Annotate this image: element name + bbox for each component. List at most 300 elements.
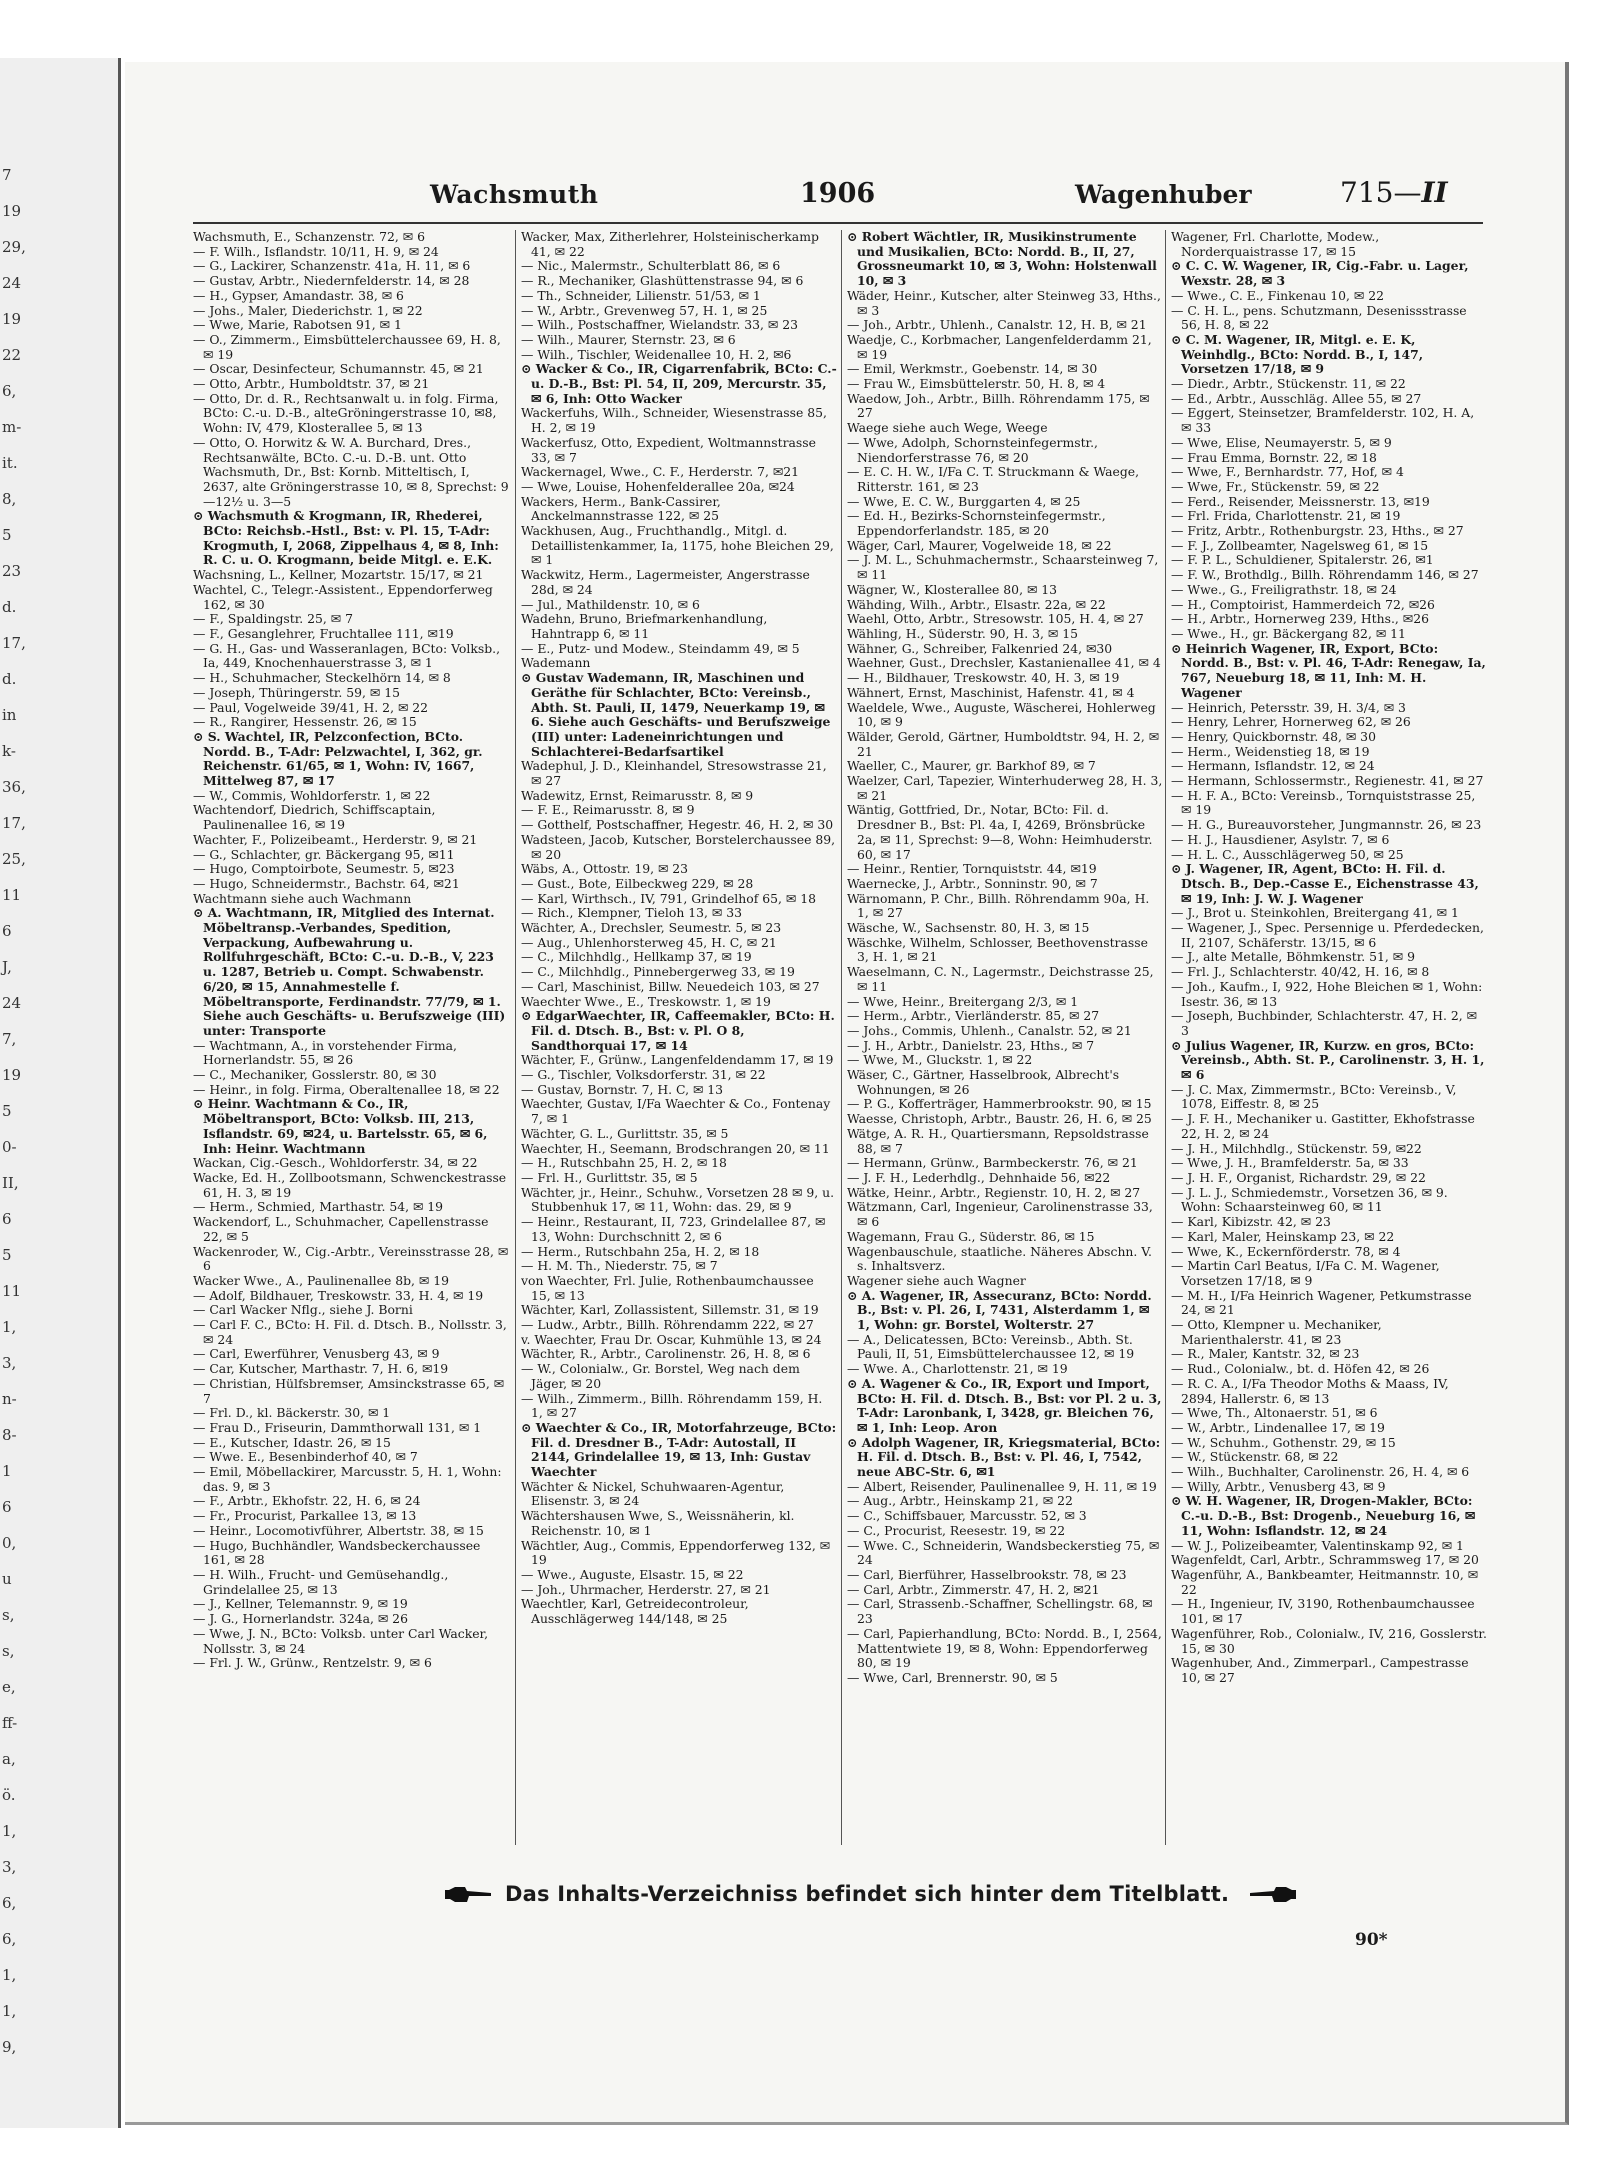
directory-entry: — Frl. J. W., Grünw., Rentzelstr. 9, ✉ 6 xyxy=(193,1655,432,1671)
directory-entry: Wärnomann, P. Chr., Billh. Röhrendamm 90a, H. 1, ✉ 27 xyxy=(847,890,1150,921)
directory-entry: Waechter, H., Seemann, Brodschrangen 20, ✉ 11 xyxy=(521,1140,830,1156)
directory-entry: ⊙ Heinrich Wagener, IR, Export, BCto: Nordd. B., Bst: v. Pl. 46, T-Adr: Renegaw, Ia, 767, Neueburg 18, ✉ 11, Inh: M. H. Wagener xyxy=(1171,640,1486,700)
directory-entry: ⊙ Julius Wagener, IR, Kurzw. en gros, BCto: Vereinsb., Abth. St. P., Carolinenstr. 3, H. 1, ✉ 6 xyxy=(1171,1037,1485,1083)
directory-entry: — W., Arbtr., Grevenweg 57, H. 1, ✉ 25 xyxy=(521,302,768,318)
edge-fragment: 5 xyxy=(2,1102,12,1120)
directory-entry: Wagemann, Frau G., Süderstr. 86, ✉ 15 xyxy=(847,1228,1095,1244)
pointing-hand-icon xyxy=(445,1884,491,1904)
directory-entry: — Otto, Arbtr., Humboldtstr. 37, ✉ 21 xyxy=(193,376,430,392)
directory-entry: — Nic., Malermstr., Schulterblatt 86, ✉ 6 xyxy=(521,258,781,274)
directory-entry: Wachtel, C., Telegr.-Assistent., Eppendorferweg 162, ✉ 30 xyxy=(193,581,493,612)
directory-entry: — Carl, Maschinist, Billw. Neuedeich 103, ✉ 27 xyxy=(521,978,820,994)
directory-entry: — W., Commis, Wohldorferstr. 1, ✉ 22 xyxy=(193,787,431,803)
directory-entry: — Willy, Arbtr., Venusberg 43, ✉ 9 xyxy=(1171,1478,1386,1494)
directory-entry: — Wwe., G., Freiligrathstr. 18, ✉ 24 xyxy=(1171,581,1397,597)
edge-fragment: 0- xyxy=(2,1138,17,1156)
directory-entry: — Wwe, Fr., Stückenstr. 59, ✉ 22 xyxy=(1171,478,1380,494)
directory-entry: Wacke, Ed. H., Zollbootsmann, Schwenckestrasse 61, H. 3, ✉ 19 xyxy=(193,1170,507,1200)
edge-fragment: 3, xyxy=(2,1354,17,1372)
edge-fragment: 11 xyxy=(2,886,22,904)
column-divider xyxy=(841,230,842,1845)
directory-entry: — Frl. J., Schlachterstr. 40/42, H. 16, ✉ 8 xyxy=(1171,964,1430,980)
directory-entry: — J. H., Milchhdlg., Stückenstr. 59, ✉22 xyxy=(1171,1140,1422,1156)
directory-entry: Wächter & Nickel, Schuhwaaren-Agentur, Elisenstr. 3, ✉ 24 xyxy=(521,1478,785,1509)
directory-entry: — Carl, Bierführer, Hasselbrookstr. 78, ✉ 23 xyxy=(847,1566,1127,1582)
directory-entry: — Christian, Hülfsbremser, Amsinckstrasse 65, ✉ 7 xyxy=(193,1375,505,1406)
directory-entry: — Joh., Kaufm., I, 922, Hohe Bleichen ✉ 1, Wohn: Isestr. 36, ✉ 13 xyxy=(1171,978,1483,1009)
directory-entry: — Herm., Arbtr., Vierländerstr. 85, ✉ 27 xyxy=(847,1008,1100,1024)
directory-entry: — Otto, O. Horwitz & W. A. Burchard, Dres., Rechtsanwälte, BCto. C.-u. D.-B. unt. Otto Wachsmuth, Dr., Bst: Kornb. Mitteltisch, I, 2637, alte Gröningerstrasse 10, ✉ 8, Sprechst: 9—12½ u. 3—5 xyxy=(193,434,509,509)
edge-fragment: u xyxy=(2,1570,12,1588)
edge-fragment: n- xyxy=(2,1390,17,1408)
directory-entry: — Wilh., Postschaffner, Wielandstr. 33, ✉ 23 xyxy=(521,317,799,333)
directory-entry: Wackendorf, L., Schuhmacher, Capellenstrasse 22, ✉ 5 xyxy=(193,1214,489,1244)
directory-entry: — Frl. Frida, Charlottenstr. 21, ✉ 19 xyxy=(1171,508,1401,524)
edge-fragment: 8, xyxy=(2,490,17,508)
directory-entry: v. Waechter, Frau Dr. Oscar, Kuhmühle 13, ✉ 24 xyxy=(521,1331,822,1347)
edge-fragment: 6, xyxy=(2,382,17,400)
directory-entry: — Ludw., Arbtr., Billh. Röhrendamm 222, ✉ 27 xyxy=(521,1317,814,1333)
directory-entry: — J., Brot u. Steinkohlen, Breitergang 41, ✉ 1 xyxy=(1171,905,1459,921)
directory-entry: Wackers, Herm., Bank-Cassirer, Anckelmannstrasse 122, ✉ 25 xyxy=(521,493,721,524)
directory-entry: — Wwe, Marie, Rabotsen 91, ✉ 1 xyxy=(193,317,402,333)
directory-entry: — W., Stückenstr. 68, ✉ 22 xyxy=(1171,1449,1339,1465)
directory-entry: — H. L. C., Ausschlägerweg 50, ✉ 25 xyxy=(1171,846,1404,862)
directory-entry: ⊙ W. H. Wagener, IR, Drogen-Makler, BCto: C.-u. D.-B., Bst: Drogenb., Neueburg 16, ✉11, Wohn: Isflandstr. 12, ✉ 24 xyxy=(1171,1493,1476,1538)
directory-entry: Wackan, Cig.-Gesch., Wohldorferstr. 34, ✉ 22 xyxy=(193,1155,478,1171)
directory-entry: — Ferd., Reisender, Meissnerstr. 13, ✉19 xyxy=(1171,493,1430,509)
edge-fragment: d. xyxy=(2,670,17,688)
column-3 xyxy=(847,230,1163,1845)
directory-entry: — Fritz, Arbtr., Rothenburgstr. 23, Hths., ✉ 27 xyxy=(1171,523,1464,539)
previous-page-edge xyxy=(0,58,121,2128)
edge-fragment: 19 xyxy=(2,202,22,220)
directory-entry: — J., Kellner, Telemannstr. 9, ✉ 19 xyxy=(193,1596,408,1612)
directory-entry: Wächtler, Aug., Commis, Eppendorferweg 132, ✉ 19 xyxy=(521,1537,831,1568)
directory-entry: Wähding, Wilh., Arbtr., Elsastr. 22a, ✉ 22 xyxy=(847,596,1106,612)
directory-entry: — Wwe, Th., Altonaerstr. 51, ✉ 6 xyxy=(1171,1405,1378,1421)
directory-entry: Wadephul, J. D., Kleinhandel, Stresowstrasse 21, ✉ 27 xyxy=(521,758,827,789)
directory-entry: — Emil, Möbellackirer, Marcusstr. 5, H. 1, Wohn: das. 9, ✉ 3 xyxy=(193,1464,502,1494)
edge-fragment: II, xyxy=(2,1174,19,1192)
directory-entry: Waege siehe auch Wege, Weege xyxy=(847,420,1048,436)
directory-entry: — Karl, Wirthsch., IV, 791, Grindelhof 65, ✉ 18 xyxy=(521,890,816,906)
edge-fragment: 8- xyxy=(2,1426,17,1444)
directory-entry: Waechter Wwe., E., Treskowstr. 1, ✉ 19 xyxy=(521,993,771,1009)
directory-entry: ⊙ EdgarWaechter, IR, Caffeemakler, BCto: H. Fil. d. Dtsch. B., Bst: v. Pl. O 8, Sandthorquai 17, ✉ 14 xyxy=(521,1008,835,1053)
directory-entry: — C., Milchhdlg., Hellkamp 37, ✉ 19 xyxy=(521,949,752,965)
directory-entry: Wächter, jr., Heinr., Schuhw., Vorsetzen 28 ✉ 9, u. Stubbenhuk 17, ✉ 11, Wohn: das. 29, ✉ 9 xyxy=(521,1184,835,1215)
directory-entry: — Wilh., Zimmerm., Billh. Röhrendamm 159, H. 1, ✉ 27 xyxy=(521,1390,823,1421)
edge-fragment: 5 xyxy=(2,526,12,544)
edge-fragment: 1, xyxy=(2,1822,17,1840)
directory-entry: — Johs., Commis, Uhlenh., Canalstr. 52, ✉ 21 xyxy=(847,1022,1132,1038)
directory-entry: — Wwe, F., Bernhardstr. 77, Hof, ✉ 4 xyxy=(1171,464,1404,480)
edge-fragment: 23 xyxy=(2,562,22,580)
directory-entry: — J. M. L., Schuhmachermstr., Schaarsteinweg 7, ✉ 11 xyxy=(847,552,1159,583)
directory-entry: — Carl F. C., BCto: H. Fil. d. Dtsch. B., Nollsstr. 3, ✉ 24 xyxy=(193,1317,507,1347)
directory-entry: — Gotthelf, Postschaffner, Hegestr. 46, H. 2, ✉ 30 xyxy=(521,817,834,833)
directory-entry: — Herm., Schmied, Marthastr. 54, ✉ 19 xyxy=(193,1199,444,1215)
directory-entry: — J., alte Metalle, Böhmkenstr. 51, ✉ 9 xyxy=(1171,949,1416,965)
directory-entry: Wacker, Max, Zitherlehrer, Holsteinischerkamp 41, ✉ 22 xyxy=(521,230,819,259)
directory-entry: — Wilh., Buchhalter, Carolinenstr. 26, H. 4, ✉ 6 xyxy=(1171,1464,1470,1480)
edge-fragment: 6, xyxy=(2,1930,17,1948)
directory-entry: Wächter, G. L., Gurlittstr. 35, ✉ 5 xyxy=(521,1125,729,1141)
directory-entry: — H. F. A., BCto: Vereinsb., Tornquiststrasse 25, ✉ 19 xyxy=(1171,787,1476,818)
directory-entry: Wachsmuth, E., Schanzenstr. 72, ✉ 6 xyxy=(193,230,425,244)
directory-entry: — W., Colonialw., Gr. Borstel, Weg nach dem Jäger, ✉ 20 xyxy=(521,1361,800,1391)
directory-entry: Wadehn, Bruno, Briefmarkenhandlung, Hahntrapp 6, ✉ 11 xyxy=(521,611,768,641)
directory-entry: Wadsteen, Jacob, Kutscher, Borstelerchaussee 89, ✉ 20 xyxy=(521,831,836,862)
directory-entry: — Wwe, K., Eckernförderstr. 78, ✉ 4 xyxy=(1171,1243,1401,1259)
directory-entry: — H. J., Hausdiener, Asylstr. 7, ✉ 6 xyxy=(1171,831,1390,847)
directory-entry: — Hermann, Grünw., Barmbeckerstr. 76, ✉ 21 xyxy=(847,1155,1138,1171)
directory-entry: — Johs., Maler, Diederichstr. 1, ✉ 22 xyxy=(193,302,423,318)
directory-entry: Wagenführer, Rob., Colonialw., IV, 216, Gosslerstr. 15, ✉ 30 xyxy=(1171,1625,1487,1656)
directory-entry: Wächter, R., Arbtr., Carolinenstr. 26, H. 8, ✉ 6 xyxy=(521,1346,811,1362)
directory-entry: Wagener siehe auch Wagner xyxy=(847,1272,1026,1288)
directory-entry: — O., Zimmerm., Eimsbüttelerchaussee 69, H. 8, ✉ 19 xyxy=(193,331,501,362)
column-1 xyxy=(193,230,509,1845)
directory-entry: Waeldele, Wwe., Auguste, Wäscherei, Hohlerweg 10, ✉ 9 xyxy=(847,699,1156,730)
directory-entry: ⊙ A. Wachtmann, IR, Mitglied des Internat. Möbeltransp.-Verbandes, Spedition, Verpackung, Aufbewahrung u. Rollfuhrgeschäft, BCto: C.-u. D.-B., V, 223 u. 1287, Betrieb u. Compt. Schwabenstr. 6/20, ✉ 15, Annahmestelle f. Möbeltransporte, Ferdinandstr. 77/79, ✉ 1. Siehe auch Geschäfts- u. Berufszweige (III) unter: Transporte xyxy=(193,905,506,1038)
directory-entry: — Carl Wacker Nflg., siehe J. Borni xyxy=(193,1302,413,1318)
edge-fragment: ö. xyxy=(2,1786,16,1804)
directory-entry: ⊙ Robert Wächtler, IR, Musikinstrumente und Musikalien, BCto: Nordd. B., II, 27, Grossneumarkt 10, ✉ 3, Wohn: Holstenwall 10, ✉ 3 xyxy=(847,230,1157,289)
directory-entry: Wagener, Frl. Charlotte, Modew., Norderquaistrasse 17, ✉ 15 xyxy=(1171,230,1380,259)
directory-entry: — W., Schuhm., Gothenstr. 29, ✉ 15 xyxy=(1171,1434,1396,1450)
directory-entry: ⊙ Waechter & Co., IR, Motorfahrzeuge, BCto: Fil. d. Dresdner B., T-Adr: Autostall, II 2144, Grindelallee 19, ✉ 13, Inh: Gustav Waechter xyxy=(521,1419,837,1480)
page-header xyxy=(125,172,1565,218)
directory-entry: — F., Gesanglehrer, Fruchtallee 111, ✉19 xyxy=(193,625,454,641)
directory-entry: — Wwe., C. E., Finkenau 10, ✉ 22 xyxy=(1171,287,1384,303)
directory-entry: Wätzmann, Carl, Ingenieur, Carolinenstrasse 33, ✉ 6 xyxy=(847,1199,1153,1230)
directory-entry: — F. W., Brothdlg., Billh. Röhrendamm 146, ✉ 27 xyxy=(1171,567,1479,583)
directory-entry: — Jul., Mathildenstr. 10, ✉ 6 xyxy=(521,596,700,612)
edge-fragment: d. xyxy=(2,598,17,616)
directory-entry: Wäschke, Wilhelm, Schlosser, Beethovenstrasse 3, H. 1, ✉ 21 xyxy=(847,934,1148,965)
directory-entry: — Frau W., Eimsbüttelerstr. 50, H. 8, ✉ 4 xyxy=(847,376,1106,392)
directory-entry: — Wwe. A., Charlottenstr. 21, ✉ 19 xyxy=(847,1361,1068,1377)
edge-fragment: 6 xyxy=(2,1498,12,1516)
directory-entry: — W., Arbtr., Lindenallee 17, ✉ 19 xyxy=(1171,1419,1385,1435)
directory-entry: Waedow, Joh., Arbtr., Billh. Röhrendamm 175, ✉ 27 xyxy=(847,390,1150,421)
directory-entry: — J. H. F., Organist, Richardstr. 29, ✉ 22 xyxy=(1171,1170,1426,1185)
directory-entry: — Wagener, J., Spec. Persennige u. Pferdedecken, II, 2107, Schäferstr. 13/15, ✉ 6 xyxy=(1171,920,1484,950)
directory-entry: — Adolf, Bildhauer, Treskowstr. 33, H. 4, ✉ 19 xyxy=(193,1287,484,1303)
directory-entry: — Rud., Colonialw., bt. d. Höfen 42, ✉ 26 xyxy=(1171,1361,1430,1377)
edge-fragment: it. xyxy=(2,454,18,472)
directory-entry: — Heinr., Rentier, Tornquiststr. 44, ✉19 xyxy=(847,861,1097,877)
directory-entry: — Joseph, Buchbinder, Schlachterstr. 47, H. 2, ✉ 3 xyxy=(1171,1008,1477,1038)
directory-entry: — Karl, Kibizstr. 42, ✉ 23 xyxy=(1171,1214,1331,1230)
directory-entry: — Paul, Vogelweide 39/41, H. 2, ✉ 22 xyxy=(193,699,429,715)
directory-entry: Waechter, Gustav, I/Fa Waechter & Co., Fontenay 7, ✉ 1 xyxy=(521,1096,831,1127)
directory-entry: Waehner, Gust., Drechsler, Kastanienallee 41, ✉ 4 xyxy=(847,655,1161,671)
directory-entry: — Frau Emma, Bornstr. 22, ✉ 18 xyxy=(1171,449,1377,465)
directory-entry: Wagenfeldt, Carl, Arbtr., Schrammsweg 17, ✉ 20 xyxy=(1171,1552,1479,1568)
directory-entry: — Frau D., Friseurin, Dammthorwall 131, ✉ 1 xyxy=(193,1419,482,1435)
directory-entry: — W. J., Polizeibeamter, Valentinskamp 92, ✉ 1 xyxy=(1171,1537,1464,1553)
edge-fragment: 11 xyxy=(2,1282,22,1300)
directory-entry: — Henry, Quickbornstr. 48, ✉ 30 xyxy=(1171,728,1376,744)
header-rule xyxy=(193,222,1483,224)
edge-fragment: 7, xyxy=(2,1030,17,1048)
directory-entry: — Th., Schneider, Lilienstr. 51/53, ✉ 1 xyxy=(521,287,761,303)
directory-entry: Waeselmann, C. N., Lagermstr., Deichstrasse 25, ✉ 11 xyxy=(847,964,1154,994)
directory-entry: — Gustav, Bornstr. 7, H. C, ✉ 13 xyxy=(521,1081,724,1097)
directory-entry: — Martin Carl Beatus, I/Fa C. M. Wagener, Vorsetzen 17/18, ✉ 9 xyxy=(1171,1258,1440,1288)
directory-entry: Wacker Wwe., A., Paulinenallee 8b, ✉ 19 xyxy=(193,1272,450,1288)
directory-entry: — Herm., Weidenstieg 18, ✉ 19 xyxy=(1171,743,1370,759)
directory-entry: — R., Maler, Kantstr. 32, ✉ 23 xyxy=(1171,1346,1360,1362)
directory-entry: — Heinr., in folg. Firma, Oberaltenallee 18, ✉ 22 xyxy=(193,1081,500,1097)
edge-fragment: 1 xyxy=(2,1462,12,1480)
directory-entry: — H. G., Bureauvorsteher, Jungmannstr. 26, ✉ 23 xyxy=(1171,817,1482,833)
directory-entry: — Wwe, E. C. W., Burggarten 4, ✉ 25 xyxy=(847,493,1081,509)
directory-entry: — J. F. H., Mechaniker u. Gastitter, Ekhofstrasse 22, H. 2, ✉ 24 xyxy=(1171,1111,1475,1141)
directory-entry: — Wwe. C., Schneiderin, Wandsbeckerstieg 75, ✉ 24 xyxy=(847,1537,1160,1568)
directory-entry: Waernecke, J., Arbtr., Sonninstr. 90, ✉ 7 xyxy=(847,875,1098,891)
directory-entry: — Eggert, Steinsetzer, Bramfelderstr. 102, H. A, ✉ 33 xyxy=(1171,405,1475,436)
directory-entry: ⊙ C. C. W. Wagener, IR, Cig.-Fabr. u. Lager, Wexstr. 28, ✉ 3 xyxy=(1171,258,1469,289)
directory-entry: — Rich., Klempner, Tieloh 13, ✉ 33 xyxy=(521,905,742,921)
directory-entry: Wackenroder, W., Cig.-Arbtr., Vereinsstrasse 28, ✉ 6 xyxy=(193,1243,509,1274)
header-page-number: 715—II xyxy=(1340,176,1448,209)
edge-fragment: in xyxy=(2,706,17,724)
directory-entry: — C., Milchhdlg., Pinnebergerweg 33, ✉ 19 xyxy=(521,964,795,980)
directory-entry: — Car, Kutscher, Marthastr. 7, H. 6, ✉19 xyxy=(193,1361,449,1377)
directory-entry: Wadewitz, Ernst, Reimarusstr. 8, ✉ 9 xyxy=(521,787,754,803)
directory-entry: Wätke, Heinr., Arbtr., Regienstr. 10, H. 2, ✉ 27 xyxy=(847,1184,1141,1200)
edge-fragment: 1, xyxy=(2,2002,17,2020)
edge-fragment: 7 xyxy=(2,166,12,184)
directory-entry: — Diedr., Arbtr., Stückenstr. 11, ✉ 22 xyxy=(1171,376,1406,392)
directory-entry: Wähling, H., Süderstr. 90, H. 3, ✉ 15 xyxy=(847,625,1078,641)
directory-entry: — Wwe, Carl, Brennerstr. 90, ✉ 5 xyxy=(847,1669,1058,1685)
edge-fragment: a, xyxy=(2,1750,16,1768)
directory-entry: — Ed. H., Bezirks-Schornsteinfegermstr., Eppendorferlandstr. 185, ✉ 20 xyxy=(847,508,1106,539)
edge-fragment: J, xyxy=(2,958,12,976)
directory-entry: ⊙ J. Wagener, IR, Agent, BCto: H. Fil. d. Dtsch. B., Dep.-Casse E., Eichenstrasse 43, ✉ 19, Inh: J. W. J. Wagener xyxy=(1171,861,1479,906)
directory-entry: Wäntig, Gottfried, Dr., Notar, BCto: Fil. d. Dresdner B., Bst: Pl. 4a, I, 4269, Brönsbrücke 2a, ✉ 11, Sprechst: 9—8, Wohn: Heimhuderstr. 60, ✉ 17 xyxy=(847,802,1153,862)
directory-entry: Wagenbauschule, staatliche. Näheres Abschn. V. s. Inhaltsverz. xyxy=(847,1243,1152,1274)
directory-entry: — H., Arbtr., Hornerweg 239, Hths., ✉26 xyxy=(1171,611,1429,627)
directory-entry: — H., Comptoirist, Hammerdeich 72, ✉26 xyxy=(1171,596,1435,612)
directory-entry: — R., Mechaniker, Glashüttenstrasse 94, ✉ 6 xyxy=(521,273,804,289)
directory-entry: — J. C. Max, Zimmermstr., BCto: Vereinsb., V, 1078, Eiffestr. 8, ✉ 25 xyxy=(1171,1081,1457,1112)
directory-entry: — Wwe. E., Besenbinderhof 40, ✉ 7 xyxy=(193,1449,418,1465)
edge-fragment: 36, xyxy=(2,778,26,796)
directory-entry: Wagenhuber, And., Zimmerparl., Campestrasse 10, ✉ 27 xyxy=(1171,1655,1469,1685)
edge-fragment: 1, xyxy=(2,1318,17,1336)
directory-entry: Wackernagel, Wwe., C. F., Herderstr. 7, ✉21 xyxy=(521,464,800,480)
column-divider xyxy=(515,230,516,1845)
directory-entry: ⊙ A. Wagener & Co., IR, Export und Import, BCto: H. Fil. d. Dtsch. B., Bst: vor Pl. 2 u. 3, T-Adr: Laronbank, I, 3428, gr. Bleichen 76, ✉ 1, Inh: Leop. Aron xyxy=(847,1375,1162,1435)
column-divider xyxy=(1165,230,1166,1845)
footer-banner xyxy=(445,1880,1295,1914)
directory-entry: — Frl. D., kl. Bäckerstr. 30, ✉ 1 xyxy=(193,1405,391,1421)
directory-entry: — H. M. Th., Niederstr. 75, ✉ 7 xyxy=(521,1258,718,1274)
header-last-name: Wagenhuber xyxy=(1075,180,1252,209)
edge-fragment: s, xyxy=(2,1642,15,1660)
directory-entry: — R., Rangirer, Hessenstr. 26, ✉ 15 xyxy=(193,714,417,730)
directory-entry: Waeller, C., Maurer, gr. Barkhof 89, ✉ 7 xyxy=(847,758,1096,774)
edge-fragment: 19 xyxy=(2,310,22,328)
directory-entry: Wächter, F., Grünw., Langenfeldendamm 17, ✉ 19 xyxy=(521,1052,834,1068)
directory-entry: — Hugo, Buchhändler, Wandsbeckerchaussee 161, ✉ 28 xyxy=(193,1537,481,1568)
directory-entry: — Carl, Papierhandlung, BCto: Nordd. B., I, 2564, Mattentwiete 19, ✉ 8, Wohn: Eppendorferweg 80, ✉ 19 xyxy=(847,1625,1162,1671)
directory-entry: — Oscar, Desinfecteur, Schumannstr. 45, ✉ 21 xyxy=(193,361,484,377)
header-year: 1906 xyxy=(800,178,876,209)
directory-entry: ⊙ C. M. Wagener, IR, Mitgl. e. E. K, Weinhdlg., BCto: Nordd. B., I, 147, Vorsetzen 17/18, ✉ 9 xyxy=(1171,331,1424,377)
header-first-name: Wachsmuth xyxy=(430,180,599,209)
directory-entry: Wälder, Gerold, Gärtner, Humboldtstr. 94, H. 2, ✉ 21 xyxy=(847,728,1160,759)
directory-entry: — H., Rutschbahn 25, H. 2, ✉ 18 xyxy=(521,1155,727,1171)
directory-entry: — Heinr., Locomotivführer, Albertstr. 38, ✉ 15 xyxy=(193,1522,484,1538)
directory-entry: — Otto, Dr. d. R., Rechtsanwalt u. in folg. Firma, BCto: C.-u. D.-B., alteGröningerstrasse 10, ✉8, Wohn: IV, 479, Klosterallee 5, ✉ 13 xyxy=(193,390,499,436)
directory-entry: — Wilh., Maurer, Sternstr. 23, ✉ 6 xyxy=(521,331,736,347)
directory-entry: — H., Schuhmacher, Steckelhörn 14, ✉ 8 xyxy=(193,670,451,686)
directory-entry: — Wwe., H., gr. Bäckergang 82, ✉ 11 xyxy=(1171,625,1406,641)
directory-entry: Wachter, F., Polizeibeamt., Herderstr. 9, ✉ 21 xyxy=(193,831,478,847)
edge-fragment: 24 xyxy=(2,994,22,1012)
edge-fragment: 0, xyxy=(2,1534,17,1552)
edge-fragment: 3, xyxy=(2,1858,17,1876)
edge-fragment: 9, xyxy=(2,2038,17,2056)
directory-entry: — Wwe, Adolph, Schornsteinfegermstr., Niendorferstrasse 76, ✉ 20 xyxy=(847,434,1098,465)
entry-columns xyxy=(193,230,1487,1845)
edge-fragment: ff- xyxy=(2,1714,18,1732)
directory-entry: — Joh., Uhrmacher, Herderstr. 27, ✉ 21 xyxy=(521,1581,771,1597)
directory-entry: — Frl. H., Gurlittstr. 35, ✉ 5 xyxy=(521,1170,698,1185)
directory-entry: Wäsche, W., Sachsenstr. 80, H. 3, ✉ 15 xyxy=(847,920,1090,936)
directory-entry: — Wwe, Louise, Hohenfelderallee 20a, ✉24 xyxy=(521,478,795,494)
directory-entry: — E., Kutscher, Idastr. 26, ✉ 15 xyxy=(193,1434,391,1450)
directory-entry: — Carl, Strassenb.-Schaffner, Schellingstr. 68, ✉ 23 xyxy=(847,1596,1153,1627)
directory-entry: — Emil, Werkmstr., Goebenstr. 14, ✉ 30 xyxy=(847,361,1098,377)
directory-entry: Wackwitz, Herm., Lagermeister, Angerstrasse 28d, ✉ 24 xyxy=(521,567,810,597)
directory-entry: — Aug., Arbtr., Heinskamp 21, ✉ 22 xyxy=(847,1493,1073,1509)
edge-fragment: k- xyxy=(2,742,16,760)
directory-entry: — C., Schiffsbauer, Marcusstr. 52, ✉ 3 xyxy=(847,1508,1087,1524)
directory-entry: Wähner, G., Schreiber, Falkenried 24, ✉30 xyxy=(847,640,1113,656)
directory-entry: — Hermann, Isflandstr. 12, ✉ 24 xyxy=(1171,758,1375,774)
directory-entry: Wägner, W., Klosterallee 80, ✉ 13 xyxy=(847,581,1058,597)
directory-entry: — Karl, Maler, Heinskamp 23, ✉ 22 xyxy=(1171,1228,1395,1244)
directory-entry: — C., Mechaniker, Gosslerstr. 80, ✉ 30 xyxy=(193,1067,437,1083)
directory-entry: Wächtershausen Wwe, S., Weissnäherin, kl. Reichenstr. 10, ✉ 1 xyxy=(521,1508,795,1538)
directory-entry: ⊙ Wacker & Co., IR, Cigarrenfabrik, BCto: C.-u. D.-B., Bst: Pl. 54, II, 209, Mercurstr. 35, ✉ 6, Inh: Otto Wacker xyxy=(521,361,837,406)
directory-page xyxy=(125,62,1569,2125)
edge-fragment: 19 xyxy=(2,1066,22,1084)
edge-fragment: 6, xyxy=(2,1894,17,1912)
directory-entry: — F., Spaldingstr. 25, ✉ 7 xyxy=(193,611,354,627)
edge-fragment: 29, xyxy=(2,238,26,256)
directory-entry: Wackhusen, Aug., Fruchthandlg., Mitgl. d. Detaillistenkammer, Ia, 1175, hohe Bleichen 29, ✉ 1 xyxy=(521,523,834,568)
directory-entry: — H. Wilh., Frucht- und Gemüsehandlg., Grindelallee 25, ✉ 13 xyxy=(193,1566,449,1597)
directory-entry: Wachsning, L., Kellner, Mozartstr. 15/17, ✉ 21 xyxy=(193,567,484,583)
directory-entry: Wätge, A. R. H., Quartiersmann, Repsoldstrasse 88, ✉ 7 xyxy=(847,1125,1149,1156)
directory-entry: — H., Bildhauer, Treskowstr. 40, H. 3, ✉ 19 xyxy=(847,670,1120,686)
directory-entry: Wäser, C., Gärtner, Hasselbrook, Albrecht's Wohnungen, ✉ 26 xyxy=(847,1067,1120,1097)
directory-entry: — Gust., Bote, Eilbeckweg 229, ✉ 28 xyxy=(521,875,754,891)
directory-entry: — R. C. A., I/Fa Theodor Moths & Maass, IV, 2894, Hallerstr. 6, ✉ 13 xyxy=(1171,1375,1449,1406)
printer-signature: 90* xyxy=(1355,1930,1388,1950)
directory-entry: — Aug., Uhlenhorsterweg 45, H. C, ✉ 21 xyxy=(521,934,777,950)
directory-entry: ⊙ Wachsmuth & Krogmann, IR, Rhederei, BCto: Reichsb.-Hstl., Bst: v. Pl. 15, T-Adr: Krogmuth, I, 2068, Zippelhaus 4, ✉ 8, Inh: R. C. u. O. Krogmann, beide Mitgl. e. E.K. xyxy=(193,508,499,568)
directory-entry: — Wwe, M., Gluckstr. 1, ✉ 22 xyxy=(847,1052,1033,1068)
edge-fragment: 17, xyxy=(2,634,26,652)
edge-fragment: 6 xyxy=(2,922,12,940)
directory-entry: — Hugo, Comptoirbote, Seumestr. 5, ✉23 xyxy=(193,861,455,877)
directory-entry: — Fr., Procurist, Parkallee 13, ✉ 13 xyxy=(193,1508,417,1524)
column-4 xyxy=(1171,230,1487,1845)
directory-entry: — G., Tischler, Volksdorferstr. 31, ✉ 22 xyxy=(521,1067,766,1083)
directory-entry: Wäder, Heinr., Kutscher, alter Steinweg 33, Hths., ✉ 3 xyxy=(847,287,1161,318)
directory-entry: — F. Wilh., Isflandstr. 10/11, H. 9, ✉ 24 xyxy=(193,243,439,259)
edge-fragment: 25, xyxy=(2,850,26,868)
directory-entry: — M. H., I/Fa Heinrich Wagener, Petkumstrasse 24, ✉ 21 xyxy=(1171,1287,1472,1318)
edge-fragment: 22 xyxy=(2,346,22,364)
directory-entry: — J. H., Arbtr., Danielstr. 23, Hths., ✉ 7 xyxy=(847,1037,1095,1053)
directory-entry: — F., Arbtr., Ekhofstr. 22, H. 6, ✉ 24 xyxy=(193,1493,421,1509)
directory-entry: von Waechter, Frl. Julie, Rothenbaumchaussee 15, ✉ 13 xyxy=(521,1272,814,1303)
directory-entry: — Heinrich, Petersstr. 39, H. 3/4, ✉ 3 xyxy=(1171,699,1406,715)
directory-entry: — Ed., Arbtr., Ausschläg. Allee 55, ✉ 27 xyxy=(1171,390,1422,406)
directory-entry: Wackerfusz, Otto, Expedient, Woltmannstrasse 33, ✉ 7 xyxy=(521,434,816,465)
directory-entry: — Carl, Ewerführer, Venusberg 43, ✉ 9 xyxy=(193,1346,440,1362)
directory-entry: — J. L. J., Schmiedemstr., Vorsetzen 36, ✉ 9. Wohn: Schaarsteinweg 60, ✉ 11 xyxy=(1171,1184,1448,1215)
directory-entry: Wademann xyxy=(521,655,591,671)
directory-entry: ⊙ Gustav Wademann, IR, Maschinen und Geräthe für Schlachter, BCto: Vereinsb., Abth. St. Pauli, II, 1479, Neuerkamp 19, ✉ 6. Siehe auch Geschäfts- und Berufszweige (III) unter: Ladeneinrichtungen und Schlachterei-Bedarfsartikel xyxy=(521,670,831,759)
directory-entry: — Joseph, Thüringerstr. 59, ✉ 15 xyxy=(193,684,401,700)
directory-entry: — P. G., Kofferträger, Hammerbrookstr. 90, ✉ 15 xyxy=(847,1096,1152,1112)
edge-fragment: m- xyxy=(2,418,22,436)
directory-entry: — C., Procurist, Reesestr. 19, ✉ 22 xyxy=(847,1522,1066,1538)
directory-entry: — Otto, Klempner u. Mechaniker, Marienthalerstr. 41, ✉ 23 xyxy=(1171,1317,1382,1347)
directory-entry: Wähnert, Ernst, Maschinist, Hafenstr. 41, ✉ 4 xyxy=(847,684,1135,700)
directory-entry: — H., Gypser, Amandastr. 38, ✉ 6 xyxy=(193,287,404,303)
directory-entry: Waehl, Otto, Arbtr., Stresowstr. 105, H. 4, ✉ 27 xyxy=(847,611,1144,627)
directory-entry: — Hermann, Schlossermstr., Regienestr. 41, ✉ 27 xyxy=(1171,773,1484,789)
directory-entry: Waesse, Christoph, Arbtr., Baustr. 26, H. 6, ✉ 25 xyxy=(847,1111,1152,1127)
directory-entry: Wächter, A., Drechsler, Seumestr. 5, ✉ 23 xyxy=(521,920,782,936)
directory-entry: — F. P. L., Schuldiener, Spitalerstr. 26, ✉1 xyxy=(1171,552,1434,568)
directory-entry: — Wwe, J. N., BCto: Volksb. unter Carl Wacker, Nollsstr. 3, ✉ 24 xyxy=(193,1625,489,1656)
directory-entry: — G., Schlachter, gr. Bäckergang 95, ✉11 xyxy=(193,846,455,862)
directory-entry: — Wwe, J. H., Bramfelderstr. 5a, ✉ 33 xyxy=(1171,1155,1409,1171)
directory-entry: — Herm., Rutschbahn 25a, H. 2, ✉ 18 xyxy=(521,1243,760,1259)
directory-entry: ⊙ Heinr. Wachtmann & Co., IR, Möbeltransport, BCto: Volksb. III, 213, Isflandstr. 69, ✉24, u. Bartelsstr. 65, ✉ 6, Inh: Heinr. Wachtmann xyxy=(193,1096,488,1156)
edge-fragment: 24 xyxy=(2,274,22,292)
directory-entry: — Wilh., Tischler, Weidenallee 10, H. 2, ✉6 xyxy=(521,346,792,362)
edge-fragment: 6 xyxy=(2,1210,12,1228)
directory-entry: — A., Delicatessen, BCto: Vereinsb., Abth. St. Pauli, II, 51, Eimsbüttelerchaussee 12, ✉ 19 xyxy=(847,1331,1135,1362)
directory-entry: — Wwe, Heinr., Breitergang 2/3, ✉ 1 xyxy=(847,993,1079,1009)
edge-fragment: 1, xyxy=(2,1966,17,1984)
directory-entry: — Joh., Arbtr., Uhlenh., Canalstr. 12, H. B, ✉ 21 xyxy=(847,317,1147,333)
pointing-hand-icon xyxy=(1250,1884,1296,1904)
directory-entry: Waelzer, Carl, Tapezier, Winterhuderweg 28, H. 3, ✉ 21 xyxy=(847,773,1163,803)
directory-entry: Wächter, Karl, Zollassistent, Sillemstr. 31, ✉ 19 xyxy=(521,1302,819,1318)
column-2 xyxy=(521,230,837,1845)
directory-entry: — G. H., Gas- und Wasseranlagen, BCto: Volksb., Ia, 449, Knochenhauerstrasse 3, ✉ 1 xyxy=(193,640,501,671)
directory-entry: Wagenführ, A., Bankbeamter, Heitmannstr. 10, ✉ 22 xyxy=(1171,1566,1479,1597)
directory-entry: — E. C. H. W., I/Fa C. T. Struckmann & Waege, Ritterstr. 161, ✉ 23 xyxy=(847,464,1140,494)
directory-entry: — Gustav, Arbtr., Niedernfelderstr. 14, ✉ 28 xyxy=(193,273,470,289)
